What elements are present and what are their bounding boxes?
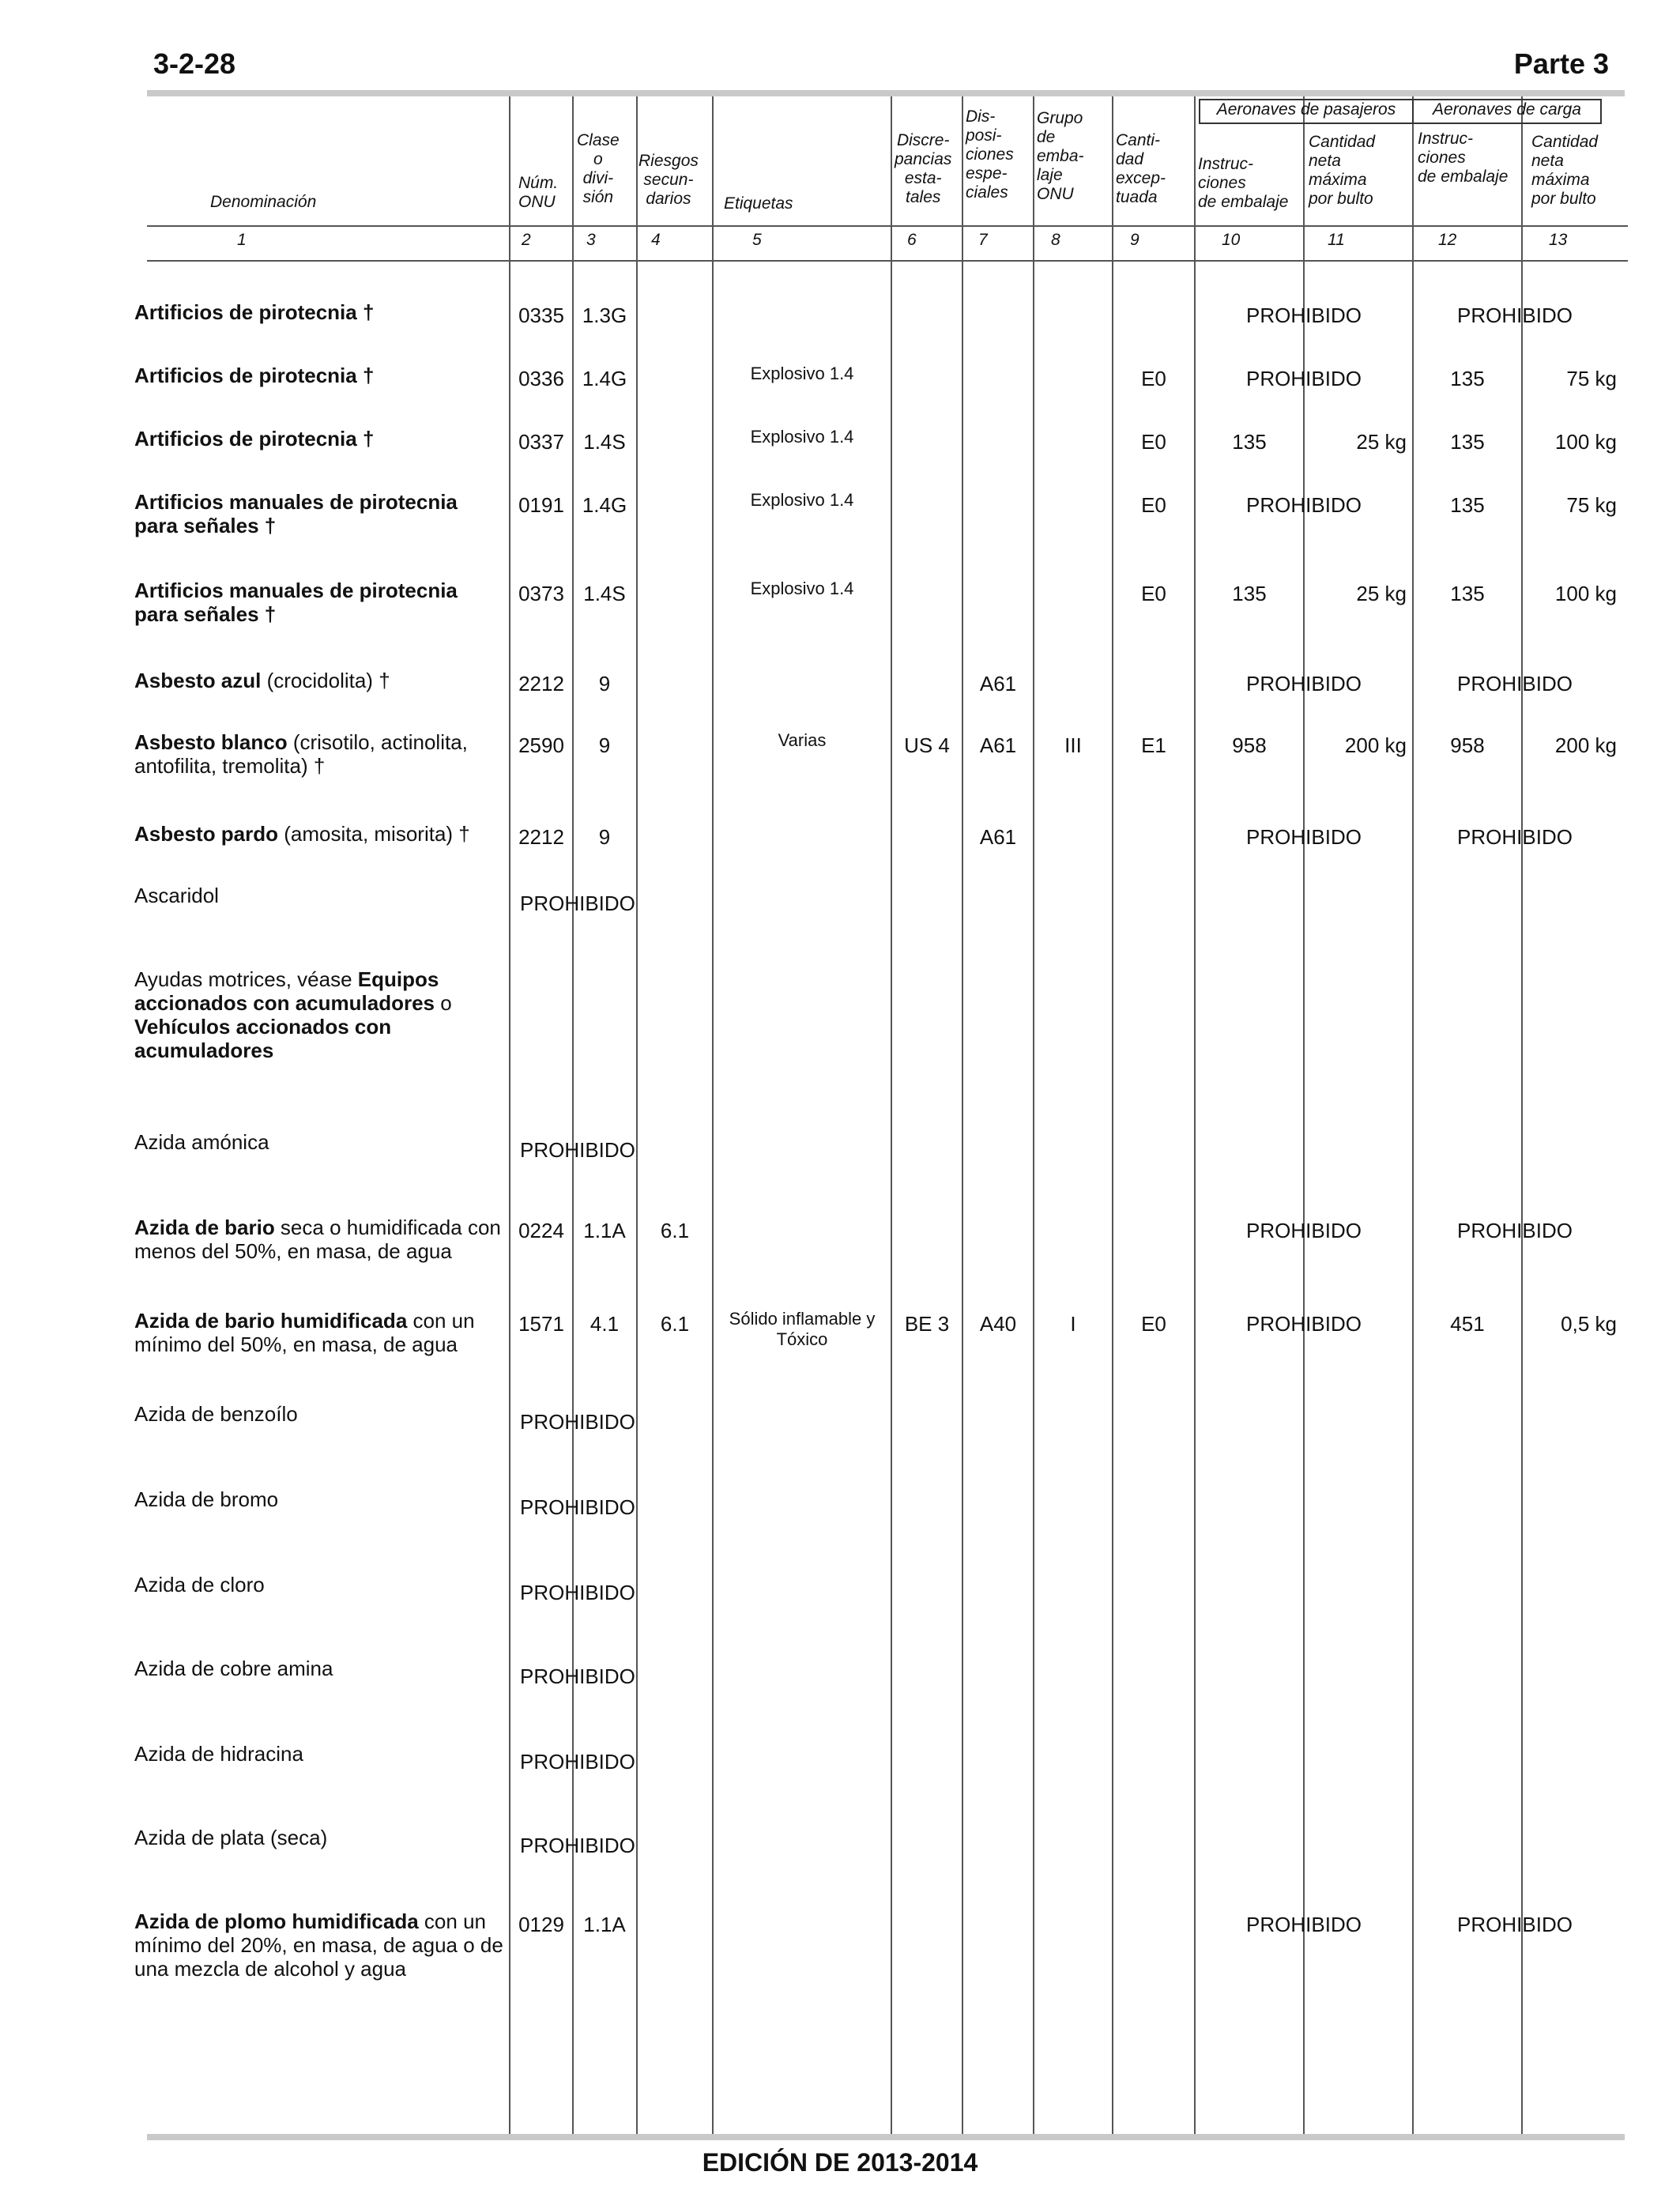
- row-denomination: [134, 579, 506, 626]
- denomination-text: Azida de benzoílo: [134, 1402, 298, 1426]
- header-instrucciones-carga: Instruc- ciones de embalaje: [1418, 130, 1509, 186]
- denomination-bold: Vehículos accionados con acumuladores: [134, 1015, 392, 1062]
- denomination-bold: Azida de bario humidificada: [134, 1309, 408, 1333]
- row-denomination: [134, 1909, 506, 1981]
- cell-cls: 1.3G: [582, 303, 627, 327]
- cell-cls: 1.4S: [583, 582, 626, 605]
- cell-cls: 9: [598, 733, 611, 757]
- row-denomination: [134, 669, 506, 692]
- row-denomination: [134, 1826, 506, 1849]
- column-number: 5: [752, 231, 762, 249]
- cell-label: Sólido inflamable y Tóxico: [729, 1309, 876, 1349]
- row-denomination: [134, 490, 506, 537]
- cell-prohibido: PROHIBIDO: [520, 892, 635, 915]
- denomination-bold: Artificios manuales de pirotecnia para señales †: [134, 490, 458, 537]
- denomination-bold: Equipos accionados con acumuladores: [134, 967, 439, 1015]
- denomination-bold: Azida de bario: [134, 1216, 275, 1239]
- row-denomination: [134, 884, 506, 907]
- denomination-text: con un mínimo del 20%, en masa, de agua o de una mezcla de alcohol y agua: [134, 1909, 503, 1981]
- cell-c-q: 75 kg: [1566, 493, 1617, 517]
- row-denomination: [134, 1573, 506, 1596]
- cell-p-q: 25 kg: [1356, 430, 1407, 454]
- denomination-bold: Azida de plomo humidificada: [134, 1909, 419, 1933]
- cell-prohibido: PROHIBIDO: [520, 1834, 635, 1857]
- cell-prohibido: PROHIBIDO: [1457, 1219, 1573, 1242]
- cell-cls: 9: [598, 672, 611, 696]
- cell-prohibido: PROHIBIDO: [1246, 303, 1362, 327]
- denomination-bold: Artificios de pirotecnia †: [134, 364, 375, 387]
- cell-cls: 1.4G: [582, 493, 627, 517]
- header-etiquetas: Etiquetas: [724, 194, 793, 213]
- header-cantidad-pasajeros: Cantidad neta máxima por bulto: [1309, 133, 1376, 208]
- cell-p-q: 25 kg: [1356, 582, 1407, 605]
- row-denomination: [134, 300, 506, 324]
- denomination-text: Azida de hidracina: [134, 1742, 303, 1766]
- header-cantidad-carga: Cantidad neta máxima por bulto: [1531, 133, 1599, 208]
- cell-p-pi: 135: [1232, 582, 1267, 605]
- cell-exc: E0: [1141, 493, 1166, 517]
- cell-onu: 2212: [518, 672, 564, 696]
- cell-c-q: 0,5 kg: [1561, 1312, 1617, 1336]
- cell-prohibido: PROHIBIDO: [1246, 672, 1362, 696]
- cell-onu: 0129: [518, 1913, 564, 1936]
- cell-c-q: 75 kg: [1566, 367, 1617, 390]
- denomination-text: Azida de bromo: [134, 1487, 279, 1511]
- column-number: 7: [978, 231, 988, 249]
- column-number: 12: [1438, 231, 1457, 249]
- column-number: 11: [1328, 231, 1345, 249]
- denomination-text: Azida de cloro: [134, 1573, 265, 1596]
- denomination-text: (crocidolita) †: [261, 669, 390, 692]
- header-instrucciones-pasajeros: Instruc- ciones de embalaje: [1198, 155, 1289, 211]
- denomination-text: Azida de cobre amina: [134, 1657, 333, 1680]
- denomination-text: Ayudas motrices, véase: [134, 967, 358, 991]
- cell-exc: E0: [1141, 430, 1166, 454]
- cell-cls: 1.1A: [583, 1913, 626, 1936]
- column-number: 9: [1130, 231, 1139, 249]
- column-number: 3: [586, 231, 596, 249]
- header-disposiciones: Dis- posi- ciones espe- ciales: [966, 107, 1014, 202]
- cell-onu: 1571: [518, 1312, 564, 1336]
- row-denomination: [134, 1216, 506, 1263]
- denomination-bold: Artificios de pirotecnia †: [134, 300, 375, 324]
- cell-grp: I: [1070, 1312, 1076, 1336]
- part-label: Parte 3: [1513, 47, 1609, 80]
- denomination-bold: Artificios de pirotecnia †: [134, 427, 375, 450]
- cell-prohibido: PROHIBIDO: [520, 1410, 635, 1434]
- cell-c-pi: 958: [1450, 733, 1485, 757]
- cell-prohibido: PROHIBIDO: [1246, 1312, 1362, 1336]
- cell-onu: 0224: [518, 1219, 564, 1242]
- cell-exc: E0: [1141, 1312, 1166, 1336]
- cell-prohibido: PROHIBIDO: [520, 1664, 635, 1688]
- denomination-text: Azida de plata (seca): [134, 1826, 328, 1849]
- column-number: 13: [1549, 231, 1568, 249]
- cell-c-q: 100 kg: [1554, 582, 1617, 605]
- cell-onu: 2212: [518, 825, 564, 849]
- header-num-onu: Núm. ONU: [518, 174, 559, 211]
- header-aeronaves-carga: Aeronaves de carga: [1433, 100, 1581, 119]
- cell-label: Explosivo 1.4: [750, 364, 854, 383]
- cell-label: Explosivo 1.4: [750, 427, 854, 447]
- row-denomination: [134, 822, 506, 846]
- cell-c-pi: 135: [1450, 582, 1485, 605]
- cell-prohibido: PROHIBIDO: [1246, 825, 1362, 849]
- cell-label: Explosivo 1.4: [750, 490, 854, 510]
- cell-cls: 1.1A: [583, 1219, 626, 1242]
- cell-prohibido: PROHIBIDO: [1246, 367, 1362, 390]
- cell-prov: A40: [979, 1312, 1017, 1336]
- row-denomination: [134, 730, 506, 778]
- cell-prov: A61: [979, 825, 1017, 849]
- denomination-bold: Asbesto blanco: [134, 730, 288, 754]
- cell-label: Explosivo 1.4: [750, 579, 854, 598]
- cell-c-pi: 135: [1450, 367, 1485, 390]
- header-grupo-embalaje: Grupo de emba- laje ONU: [1037, 109, 1084, 203]
- cell-onu: 0336: [518, 367, 564, 390]
- cell-p-q: 200 kg: [1344, 733, 1407, 757]
- cell-onu: 0337: [518, 430, 564, 454]
- column-number: 6: [907, 231, 917, 249]
- denomination-bold: Asbesto azul: [134, 669, 262, 692]
- cell-p-pi: 135: [1232, 430, 1267, 454]
- cell-cls: 9: [598, 825, 611, 849]
- cell-c-pi: 135: [1450, 430, 1485, 454]
- column-number: 2: [522, 231, 531, 249]
- cell-cls: 4.1: [590, 1312, 620, 1336]
- cell-p-pi: 958: [1232, 733, 1267, 757]
- cell-onu: 0191: [518, 493, 564, 517]
- cell-cls: 1.4S: [583, 430, 626, 454]
- cell-exc: E0: [1141, 582, 1166, 605]
- denomination-text: seca o humidificada con menos del 50%, en masa, de agua: [134, 1216, 501, 1263]
- denomination-bold: Artificios manuales de pirotecnia para señales †: [134, 579, 458, 626]
- row-denomination: [134, 427, 506, 450]
- cell-onu: 0373: [518, 582, 564, 605]
- cell-risk: 6.1: [660, 1219, 690, 1242]
- cell-prov: A61: [979, 672, 1017, 696]
- column-number: 1: [237, 231, 247, 249]
- cell-risk: 6.1: [660, 1312, 690, 1336]
- cell-cls: 1.4G: [582, 367, 627, 390]
- page-number: 3-2-28: [153, 47, 236, 80]
- cell-prov: A61: [979, 733, 1017, 757]
- row-denomination: [134, 1487, 506, 1511]
- edition-footer: EDICIÓN DE 2013-2014: [702, 2148, 978, 2177]
- cell-prohibido: PROHIBIDO: [520, 1495, 635, 1519]
- cell-prohibido: PROHIBIDO: [520, 1750, 635, 1774]
- cell-c-pi: 451: [1450, 1312, 1485, 1336]
- row-denomination: [134, 364, 506, 387]
- header-aeronaves-pasajeros: Aeronaves de pasajeros: [1216, 100, 1396, 119]
- row-denomination: [134, 1402, 506, 1426]
- row-denomination: [134, 1309, 506, 1356]
- cell-prohibido: PROHIBIDO: [1457, 825, 1573, 849]
- cell-onu: 0335: [518, 303, 564, 327]
- cell-disc: US 4: [904, 733, 950, 757]
- cell-c-pi: 135: [1450, 493, 1485, 517]
- column-number: 4: [651, 231, 661, 249]
- cell-prohibido: PROHIBIDO: [1457, 1913, 1573, 1936]
- cell-grp: III: [1064, 733, 1082, 757]
- cell-prohibido: PROHIBIDO: [1457, 672, 1573, 696]
- denomination-text: o: [435, 991, 452, 1015]
- header-riesgos: Riesgos secun- darios: [638, 152, 699, 208]
- row-denomination: [134, 1130, 506, 1154]
- column-number: 10: [1222, 231, 1241, 249]
- cell-prohibido: PROHIBIDO: [520, 1581, 635, 1604]
- row-denomination: [134, 1742, 506, 1766]
- cell-prohibido: PROHIBIDO: [1246, 493, 1362, 517]
- denomination-text: Ascaridol: [134, 884, 219, 907]
- denomination-text: (crisotilo, actinolita, antofilita, tremolita) †: [134, 730, 468, 778]
- denomination-text: Azida amónica: [134, 1130, 269, 1154]
- cell-prohibido: PROHIBIDO: [1246, 1219, 1362, 1242]
- denomination-bold: Asbesto pardo: [134, 822, 279, 846]
- denomination-text: con un mínimo del 50%, en masa, de agua: [134, 1309, 475, 1356]
- cell-c-q: 100 kg: [1554, 430, 1617, 454]
- row-denomination: [134, 1657, 506, 1680]
- cell-prohibido: PROHIBIDO: [520, 1138, 635, 1162]
- denomination-text: (amosita, misorita) †: [278, 822, 470, 846]
- header-clase: Clase o divi- sión: [577, 131, 620, 206]
- cell-prohibido: PROHIBIDO: [1457, 303, 1573, 327]
- cell-exc: E1: [1141, 733, 1166, 757]
- cell-onu: 2590: [518, 733, 564, 757]
- cell-c-q: 200 kg: [1554, 733, 1617, 757]
- header-denominacion: Denominación: [210, 193, 317, 211]
- cell-disc: BE 3: [904, 1312, 950, 1336]
- cell-label: Varias: [778, 730, 827, 750]
- header-discrepancias: Discre- pancias esta- tales: [895, 131, 952, 206]
- row-denomination: [134, 967, 506, 1062]
- cell-prohibido: PROHIBIDO: [1246, 1913, 1362, 1936]
- cell-exc: E0: [1141, 367, 1166, 390]
- header-cantidad-exceptuada: Canti- dad excep- tuada: [1116, 131, 1166, 206]
- column-number: 8: [1051, 231, 1060, 249]
